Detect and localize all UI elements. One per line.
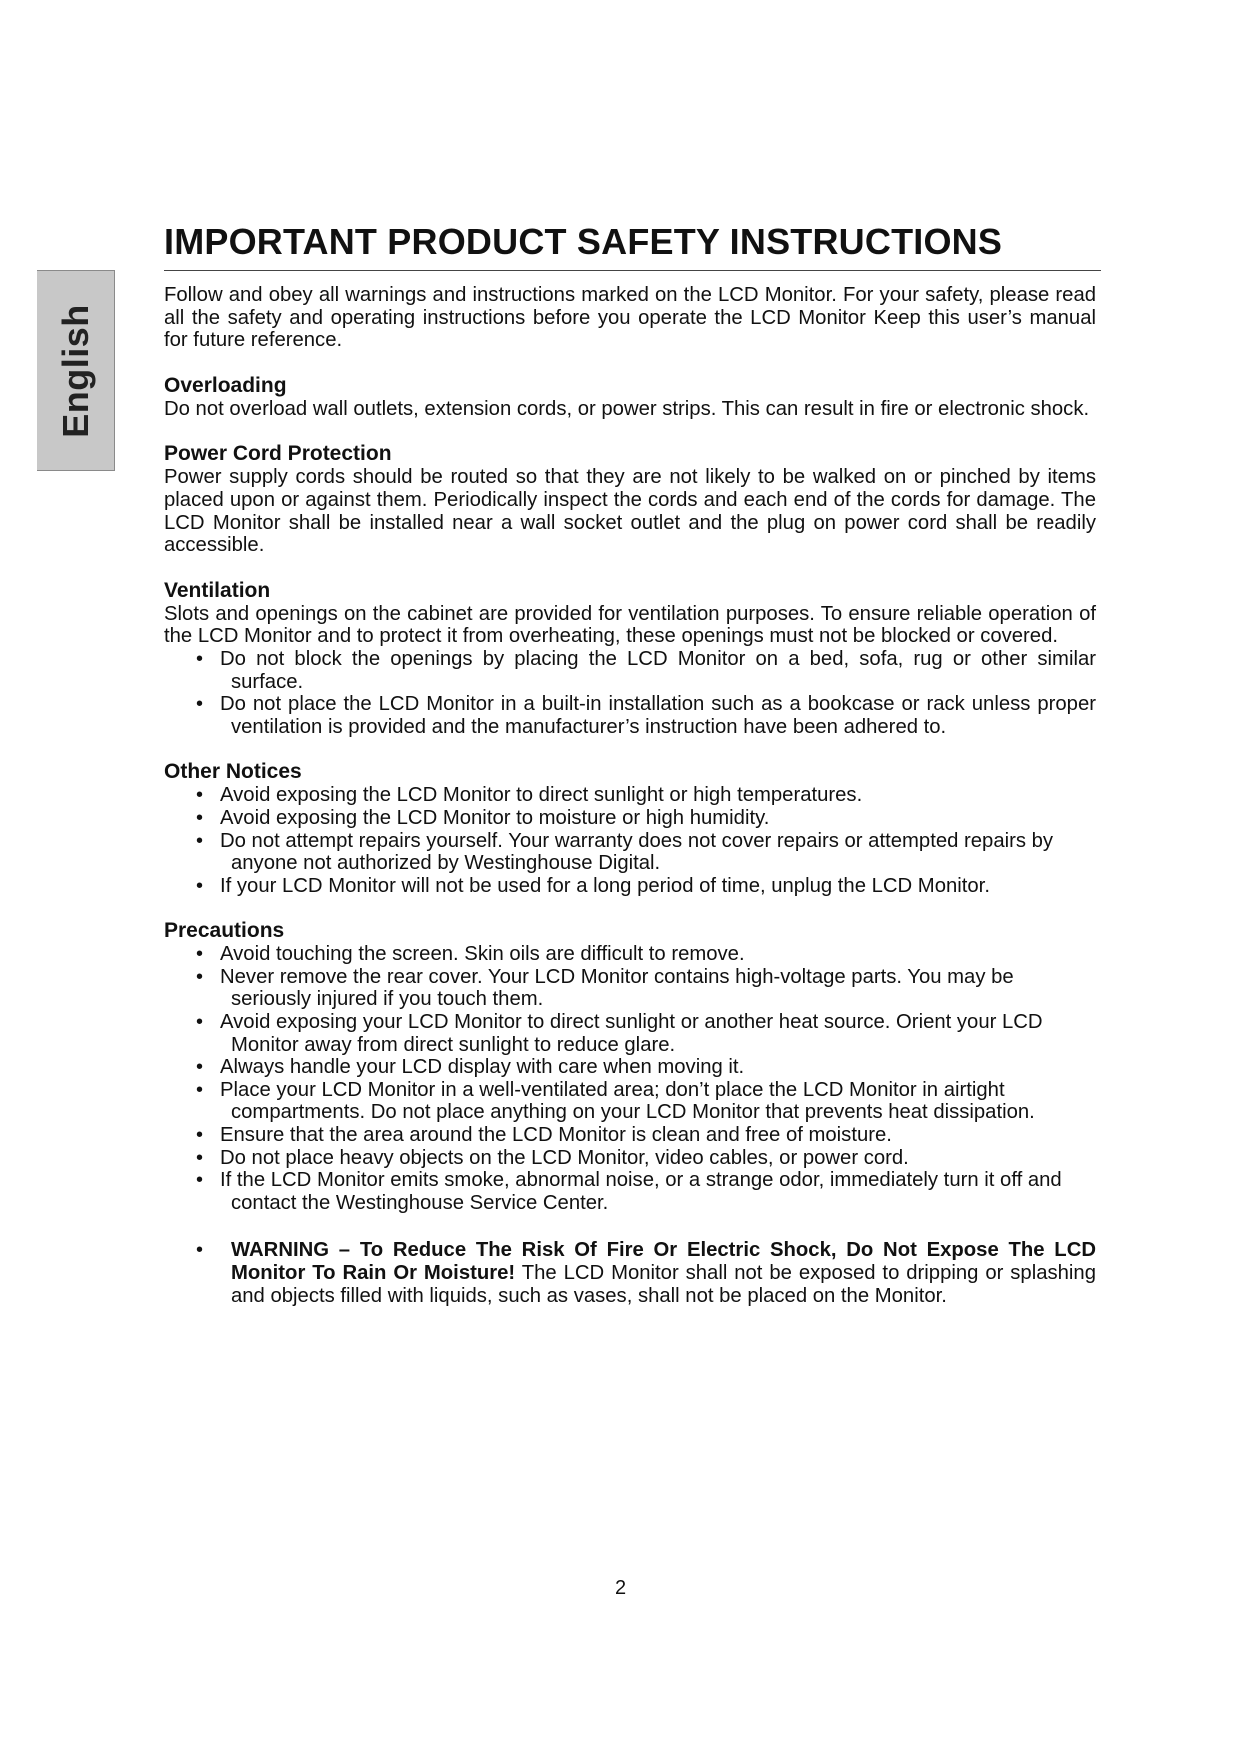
bullet-icon: • [196,1146,204,1169]
bullet-icon: • [196,1011,204,1034]
warning-paragraph [231,1239,1096,1307]
bullet-icon: • [196,1056,204,1079]
intro-paragraph: Follow and obey all warnings and instructions marked on the LCD Monitor. For your safety, please read all the safety and operating instructions before you operate the LCD Monitor Keep this user’s manual for future reference. [164,284,1096,352]
bullet-icon: • [196,943,204,966]
bullet-icon: • [196,1169,204,1192]
overloading-text: Do not overload wall outlets, extension cords, or power strips. This can result in fire or electronic shock. [164,397,1090,420]
ventilation-list [164,648,1096,738]
list-item: • Place your LCD Monitor in a well-ventilated area; don’t place the LCD Monitor in airtight compartments. Do not place anything on your LCD Monitor that prevents heat dissipation. [196,1078,1035,1124]
bullet-icon: • [196,965,204,988]
section-heading-overloading: Overloading [164,373,287,397]
bullet-icon: • [196,1078,204,1101]
document-body [164,218,1096,1307]
list-item: • Do not attempt repairs yourself. Your warranty does not cover repairs or attempted repairs by anyone not authorized by Westinghouse Digital. [196,829,1054,875]
list-item: • If your LCD Monitor will not be used for a long period of time, unplug the LCD Monitor. [196,874,990,897]
list-item: • Do not place heavy objects on the LCD Monitor, video cables, or power cord. [196,1146,909,1169]
list-item: • Do not block the openings by placing the LCD Monitor on a bed, sofa, rug or other similar surface. [196,647,1096,693]
bullet-icon: • [196,693,204,716]
language-tab [37,270,115,471]
title-divider [164,270,1101,271]
page-title: IMPORTANT PRODUCT SAFETY INSTRUCTIONS [164,221,1003,262]
list-item: • Do not place the LCD Monitor in a built-in installation such as a bookcase or rack unless proper ventilation is provided and the manufacturer’s instruction have been adhered to. [196,693,1096,738]
bullet-icon: • [196,874,204,897]
warning-bold-text: WARNING – To Reduce The Risk Of Fire Or Electric Shock, Do Not Expose The LCD Monitor To Rain Or Moisture! [231,1239,1096,1284]
bullet-icon: • [196,647,204,670]
language-tab-label: English [54,303,96,438]
list-item: • If the LCD Monitor emits smoke, abnormal noise, or a strange odor, immediately turn it off and contact the Westinghouse Service Center. [196,1169,1062,1214]
section-heading-ventilation: Ventilation [164,578,271,602]
list-item: • Avoid touching the screen. Skin oils are difficult to remove. [196,943,745,966]
ventilation-text: Slots and openings on the cabinet are provided for ventilation purposes. To ensure reliable operation of the LCD Monitor and to protect it from overheating, these openings must not be blocked or covered. [164,602,1096,648]
section-heading-precautions: Precautions [164,919,285,943]
list-item: • Never remove the rear cover. Your LCD Monitor contains high-voltage parts. You may be seriously injured if you touch them. [196,965,1014,1011]
power-cord-text: Power supply cords should be routed so that they are not likely to be walked on or pinched by items placed upon or against them. Periodically inspect the cords and each end of the cords for damage. The LCD Monitor shall be installed near a wall socket outlet and the plug on power cord shall be readily accessible. [164,466,1096,557]
bullet-icon: • [196,1124,204,1147]
list-item: • Ensure that the area around the LCD Monitor is clean and free of moisture. [196,1124,892,1147]
list-item: • Avoid exposing the LCD Monitor to moisture or high humidity. [196,806,770,829]
precautions-list [164,943,1096,1214]
section-heading-other-notices: Other Notices [164,760,302,784]
list-item: • Avoid exposing your LCD Monitor to direct sunlight or another heat source. Orient your LCD Monitor away from direct sunlight to reduce glare. [196,1011,1043,1056]
other-notices-list [164,784,1096,897]
bullet-icon: • [196,829,204,852]
section-heading-power-cord: Power Cord Protection [164,442,392,466]
list-item: • Always handle your LCD display with care when moving it. [196,1056,745,1079]
page-number: 2 [614,1577,627,1599]
list-item: • Avoid exposing the LCD Monitor to direct sunlight or high temperatures. [196,784,863,807]
bullet-icon: • [196,806,204,829]
bullet-icon: • [196,784,204,807]
warning-text: The LCD Monitor shall not be exposed to dripping or splashing and objects filled with liquids, such as vases, shall not be placed on the Monitor. [231,1262,1096,1307]
warning-block [164,1239,1096,1307]
bullet-icon: • [196,1239,204,1262]
